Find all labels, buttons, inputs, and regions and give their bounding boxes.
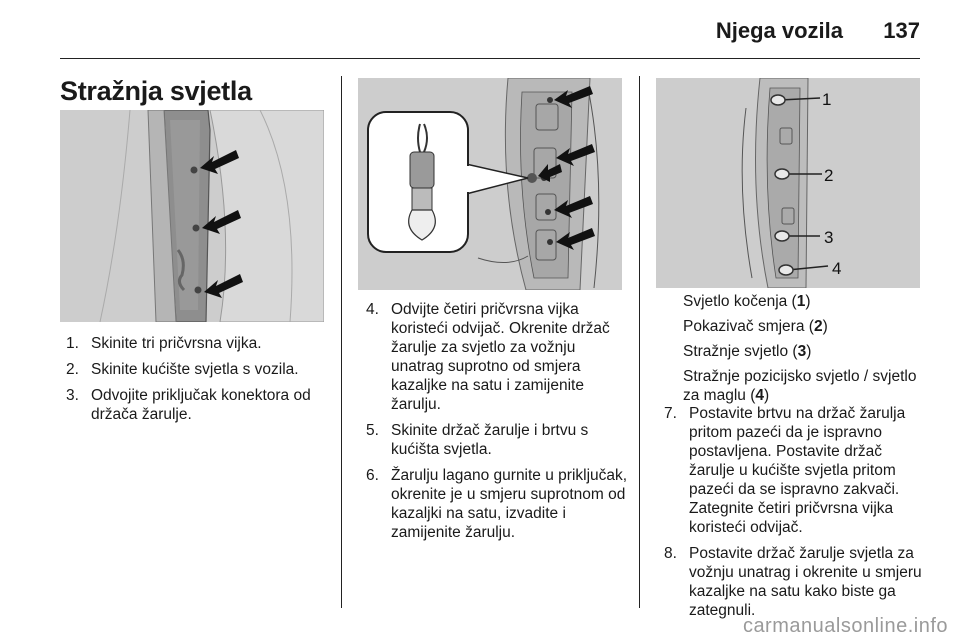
section-title: Stražnja svjetla <box>60 76 252 106</box>
figure-label: 3 <box>824 228 834 247</box>
list-item: 3. Odvojite priključak konektora od držača žarulje. <box>66 387 311 423</box>
watermark: carmanualsonline.info <box>742 615 948 637</box>
legend-item: Stražnje pozicijsko svjetlo / svjetlo za maglu (4) <box>683 368 917 404</box>
list-item: 1. Skinite tri pričvrsna vijka. <box>66 335 262 352</box>
figure-label: 2 <box>824 166 834 185</box>
figure-light-housing-screws <box>60 110 324 322</box>
legend-item: Stražnje svjetlo (3) <box>683 343 812 360</box>
list-item: 2. Skinite kućište svjetla s vozila. <box>66 361 299 378</box>
header-title: Njega vozila <box>715 18 843 43</box>
list-item: 5. Skinite držač žarulje i brtvu s kućišta svjetla. <box>366 422 589 458</box>
legend-item: Svjetlo kočenja (1) <box>683 293 811 310</box>
column-divider <box>341 76 342 608</box>
figure-label: 4 <box>832 259 842 278</box>
list-item: 8. Postavite držač žarulje svjetla za vožnju unatrag i okrenite u smjeru kazaljke na satu kako biste ga zategnuli. <box>664 545 922 619</box>
bulb-legend <box>683 292 923 411</box>
legend-item: Pokazivač smjera (2) <box>683 318 828 335</box>
header-rule <box>60 58 920 59</box>
page-number: 137 <box>883 18 920 43</box>
figure-bulb-holder-detail <box>358 78 622 290</box>
steps-list-col2 <box>366 300 628 549</box>
list-item: 7. Postavite brtvu na držač žarulja pritom pazeći da je ispravno postavljena. Postavite držač žarulje u kućište svjetla pritom pazeći da se ispravno zakvači. Zategnite četiri pričvrsna vijka koristeći odvijač. <box>664 405 906 536</box>
figure-label: 1 <box>822 90 832 109</box>
steps-list-col3 <box>664 404 926 627</box>
steps-list-col1 <box>66 334 328 431</box>
figure-bulb-positions <box>656 78 920 288</box>
column-divider <box>639 76 640 608</box>
list-item: 6. Žarulju lagano gurnite u priključak, okrenite je u smjeru suprotnom od kazaljki na satu, izvadite i zamijenite žarulju. <box>366 467 628 541</box>
list-item: 4. Odvijte četiri pričvrsna vijka koristeći odvijač. Okrenite držač žarulje za svjetlo za vožnju unatrag suprotno od smjera kazaljke na satu i zamijenite žarulju. <box>366 301 610 413</box>
